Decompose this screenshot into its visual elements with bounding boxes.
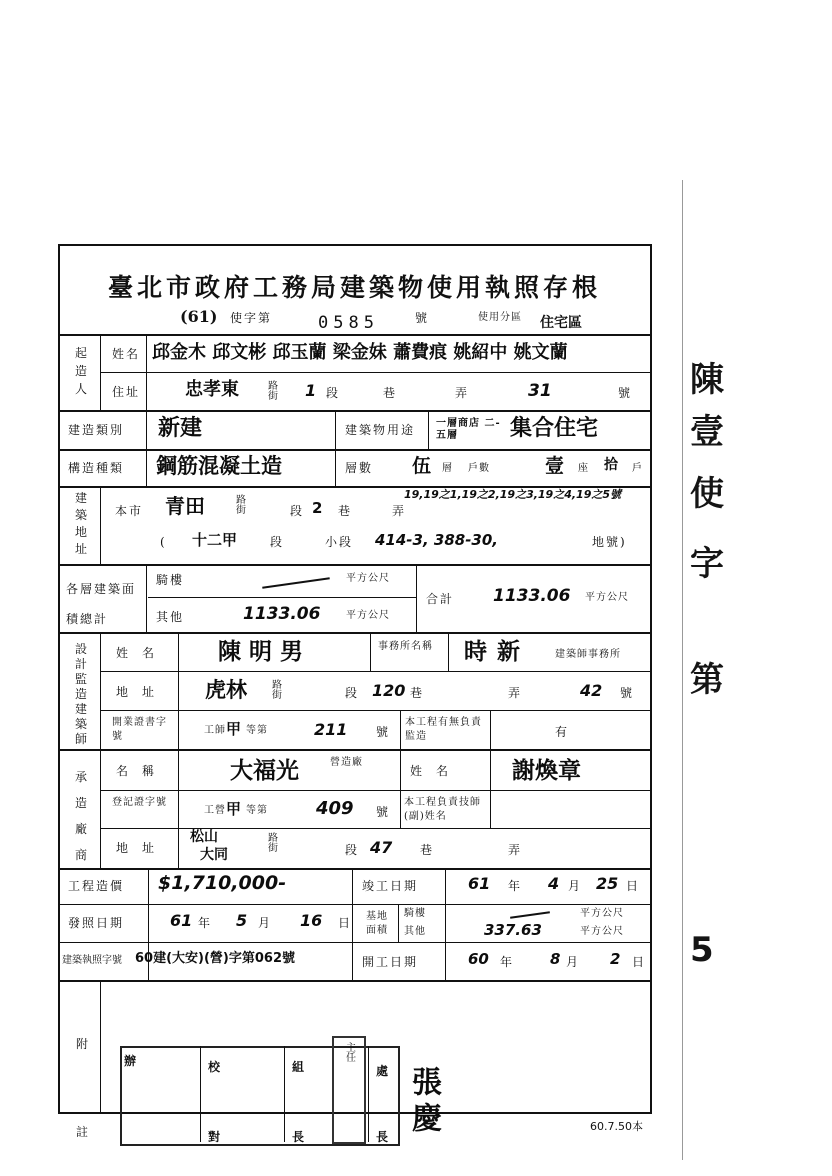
location-road-value: 青田	[165, 494, 205, 518]
base-other-unit: 平方公尺	[580, 926, 624, 937]
stamp-label-6: 長	[292, 1130, 305, 1144]
building-use-label: 建築物用途	[345, 423, 416, 437]
contractor-name-suffix: 營造廠	[330, 757, 363, 768]
location-road-label: 路街	[236, 495, 247, 516]
start-day: 2	[610, 950, 621, 968]
builder-name-label: 姓名	[112, 347, 141, 361]
designer-license-prefix: 工師	[204, 725, 226, 736]
base-other-value: 337.63	[484, 921, 542, 939]
builder-address-section: 1	[305, 381, 317, 400]
building-use-value: 集合住宅	[510, 416, 599, 441]
designer-lane-value: 120	[372, 681, 406, 700]
designer-name-label: 姓名	[116, 646, 169, 660]
builder-address-label: 住址	[112, 385, 141, 399]
building-type-value: 新建	[158, 416, 203, 441]
contractor-address-road-1: 松山	[190, 829, 218, 845]
contractor-license-prefix: 工營	[204, 805, 226, 816]
start-month-label: 月	[566, 955, 581, 969]
completion-month: 4	[548, 874, 560, 893]
issue-label: 發照日期	[68, 916, 125, 930]
start-year: 60	[468, 950, 489, 968]
land-label: 地號)	[592, 535, 627, 549]
start-year-label: 年	[500, 955, 515, 969]
households-extra: 拾	[604, 457, 618, 473]
designer-hao2: 號	[376, 725, 391, 739]
area-group-label: 各層建築面積總計	[66, 582, 137, 626]
designer-group-label: 設計監造建築師	[74, 642, 87, 746]
designer-lane-label: 巷	[410, 686, 425, 700]
households-unit: 座	[578, 463, 589, 474]
edge-char-2: 壹	[690, 412, 724, 452]
builder-lane-label: 巷	[383, 386, 398, 400]
area-other-value: 1133.06	[243, 604, 321, 624]
area-arcade-label: 騎樓	[156, 573, 185, 587]
base-arcade-unit: 平方公尺	[580, 908, 624, 919]
designer-office-suffix: 建築師事務所	[555, 649, 621, 660]
area-arcade-dash	[262, 577, 330, 588]
designer-supervise-value: 有	[555, 725, 570, 739]
contractor-owner-value: 謝煥章	[512, 758, 581, 784]
contractor-alley-label: 弄	[508, 843, 523, 857]
zone-label: 使用分區	[478, 312, 522, 323]
designer-address-road: 虎林	[205, 678, 247, 702]
contractor-road-label: 路街	[268, 833, 279, 854]
designer-supervise-label: 本工程有無負責監造	[405, 717, 482, 742]
land-numbers: 414-3, 388-30,	[375, 531, 499, 549]
seal-text: 主任	[343, 1042, 355, 1062]
designer-name-value: 陳明男	[218, 639, 311, 665]
completion-label: 竣工日期	[362, 879, 419, 893]
base-arcade-dash	[510, 911, 550, 919]
base-other-label: 其他	[404, 926, 426, 937]
builder-hao: 號	[618, 386, 633, 400]
issue-day-label: 日	[338, 916, 353, 930]
form-title: 臺北市政府工務局建築物使用執照存根	[108, 273, 602, 302]
contractor-address-road-2: 大同	[200, 847, 228, 863]
area-total-value: 1133.06	[493, 586, 571, 606]
location-city-label: 本市	[115, 504, 144, 518]
contractor-name-value: 大福光	[230, 758, 299, 784]
builder-address-number: 31	[528, 381, 552, 401]
stamp-label-3: 組	[292, 1060, 305, 1074]
contractor-address-label: 地址	[116, 841, 169, 855]
designer-hao: 號	[620, 686, 635, 700]
designer-number-value: 42	[580, 681, 603, 700]
location-numbers: 19,19之1,19之2,19之3,19之4,19之5號	[404, 488, 622, 501]
households-label: 戶數	[468, 463, 490, 474]
area-arcade-unit: 平方公尺	[346, 573, 390, 584]
license-label: 使字第	[230, 311, 273, 325]
contractor-license-grade-label: 等第	[246, 805, 268, 816]
area-total-unit: 平方公尺	[585, 592, 629, 603]
stamp-label-5: 對	[208, 1130, 221, 1144]
start-day-label: 日	[632, 955, 647, 969]
notes-label: 附註	[75, 1037, 88, 1139]
designer-office-label: 事務所名稱	[378, 641, 433, 652]
designer-office-value: 時新	[464, 639, 530, 665]
issue-day: 16	[300, 911, 323, 930]
area-other-label: 其他	[156, 610, 185, 624]
building-type-label: 建造類別	[68, 423, 125, 437]
stamp-label-7: 長	[376, 1130, 389, 1144]
land-prefix: (	[160, 535, 167, 549]
issue-month-label: 月	[258, 916, 273, 930]
edge-char-1: 陳	[690, 360, 724, 400]
zone-value: 住宅區	[540, 315, 582, 331]
base-arcade-label: 騎樓	[404, 908, 426, 919]
edge-char-5: 第	[690, 660, 724, 700]
builder-section-label: 段	[326, 386, 341, 400]
contractor-hao: 號	[376, 805, 391, 819]
builder-road-label: 路街	[268, 381, 279, 402]
structure-value: 鋼筋混凝土造	[156, 454, 282, 478]
builder-address-road: 忠孝東	[185, 379, 239, 400]
license-prefix: (61)	[180, 307, 218, 326]
issue-year: 61	[170, 911, 193, 930]
structure-label: 構造種類	[68, 461, 125, 475]
contractor-license-label: 登記證字號	[112, 797, 167, 808]
edge-char-6: 5	[690, 930, 714, 970]
adjacent-sheet-edge	[682, 180, 683, 1160]
location-group-label: 建築地址	[74, 491, 87, 556]
cost-label: 工程造價	[68, 879, 125, 893]
land-section-label: 段	[270, 535, 285, 549]
edge-char-4: 字	[690, 544, 724, 584]
completion-year: 61	[468, 874, 491, 893]
contractor-owner-label: 姓名	[410, 764, 463, 778]
license-number: 0585	[318, 313, 379, 333]
designer-section-label: 段	[345, 686, 360, 700]
contractor-lane-value: 47	[370, 838, 393, 857]
designer-road-label: 路街	[272, 680, 283, 701]
start-label: 開工日期	[362, 955, 419, 969]
cost-value: $1,710,000-	[158, 872, 287, 894]
designer-alley-label: 弄	[508, 686, 523, 700]
contractor-group-label: 承造廠商	[74, 770, 87, 862]
contractor-tech-label: 本工程負責技師(副)姓名	[404, 797, 481, 822]
floors-value: 伍	[412, 455, 432, 477]
land-section: 十二甲	[192, 531, 238, 549]
completion-day: 25	[596, 874, 619, 893]
contractor-lane-label: 巷	[420, 843, 435, 857]
location-lane-value: 2	[312, 499, 323, 517]
designer-license-label: 開業證書字號	[112, 717, 167, 742]
completion-month-label: 月	[568, 879, 583, 893]
handwritten-signature: 張慶	[406, 1066, 441, 1138]
start-month: 8	[550, 950, 561, 968]
stamp-label-1: 辦	[124, 1054, 137, 1068]
area-other-unit: 平方公尺	[346, 610, 390, 621]
stamp-label-4: 處	[376, 1064, 389, 1078]
issue-year-label: 年	[198, 916, 213, 930]
designer-license-value: 211	[314, 720, 348, 739]
builder-group-label: 起造人	[74, 346, 87, 396]
floors-label: 層數	[345, 461, 374, 475]
floors-unit: 層	[442, 463, 453, 474]
stamp-label-2: 校	[208, 1060, 221, 1074]
area-total-label: 合計	[426, 592, 455, 606]
designer-license-grade: 甲	[226, 720, 242, 738]
contractor-license-value: 409	[316, 798, 354, 819]
completion-day-label: 日	[626, 879, 641, 893]
builder-alley-label: 弄	[455, 386, 470, 400]
edge-char-3: 使	[690, 474, 724, 514]
contractor-name-label: 名稱	[116, 764, 169, 778]
designer-license-grade-label: 等第	[246, 725, 268, 736]
license-hao: 號	[415, 311, 430, 325]
designer-address-label: 地址	[116, 685, 169, 699]
builder-names: 邱金木 邱文彬 邱玉蘭 梁金妹 蕭費痕 姚紹中 姚文蘭	[152, 342, 568, 363]
base-area-label: 基地面積	[366, 911, 388, 936]
land-subsection-label: 小段	[325, 535, 354, 549]
location-alley-label: 弄	[392, 504, 407, 518]
issue-month: 5	[236, 911, 248, 930]
print-code: 60.7.50本	[590, 1120, 643, 1133]
permit-value: 60建(大安)(營)字第062號	[135, 951, 295, 966]
permit-label: 建築執照字號	[62, 955, 122, 966]
households-value: 壹	[545, 455, 565, 477]
location-lane-label: 巷	[338, 504, 353, 518]
households-unit2: 戶	[632, 463, 643, 474]
official-seal	[332, 1036, 366, 1144]
contractor-license-grade: 甲	[226, 800, 242, 818]
building-use-small: 一層商店 二-五層	[436, 418, 501, 441]
completion-year-label: 年	[508, 879, 523, 893]
contractor-section-label: 段	[345, 843, 360, 857]
location-section-label: 段	[290, 504, 305, 518]
